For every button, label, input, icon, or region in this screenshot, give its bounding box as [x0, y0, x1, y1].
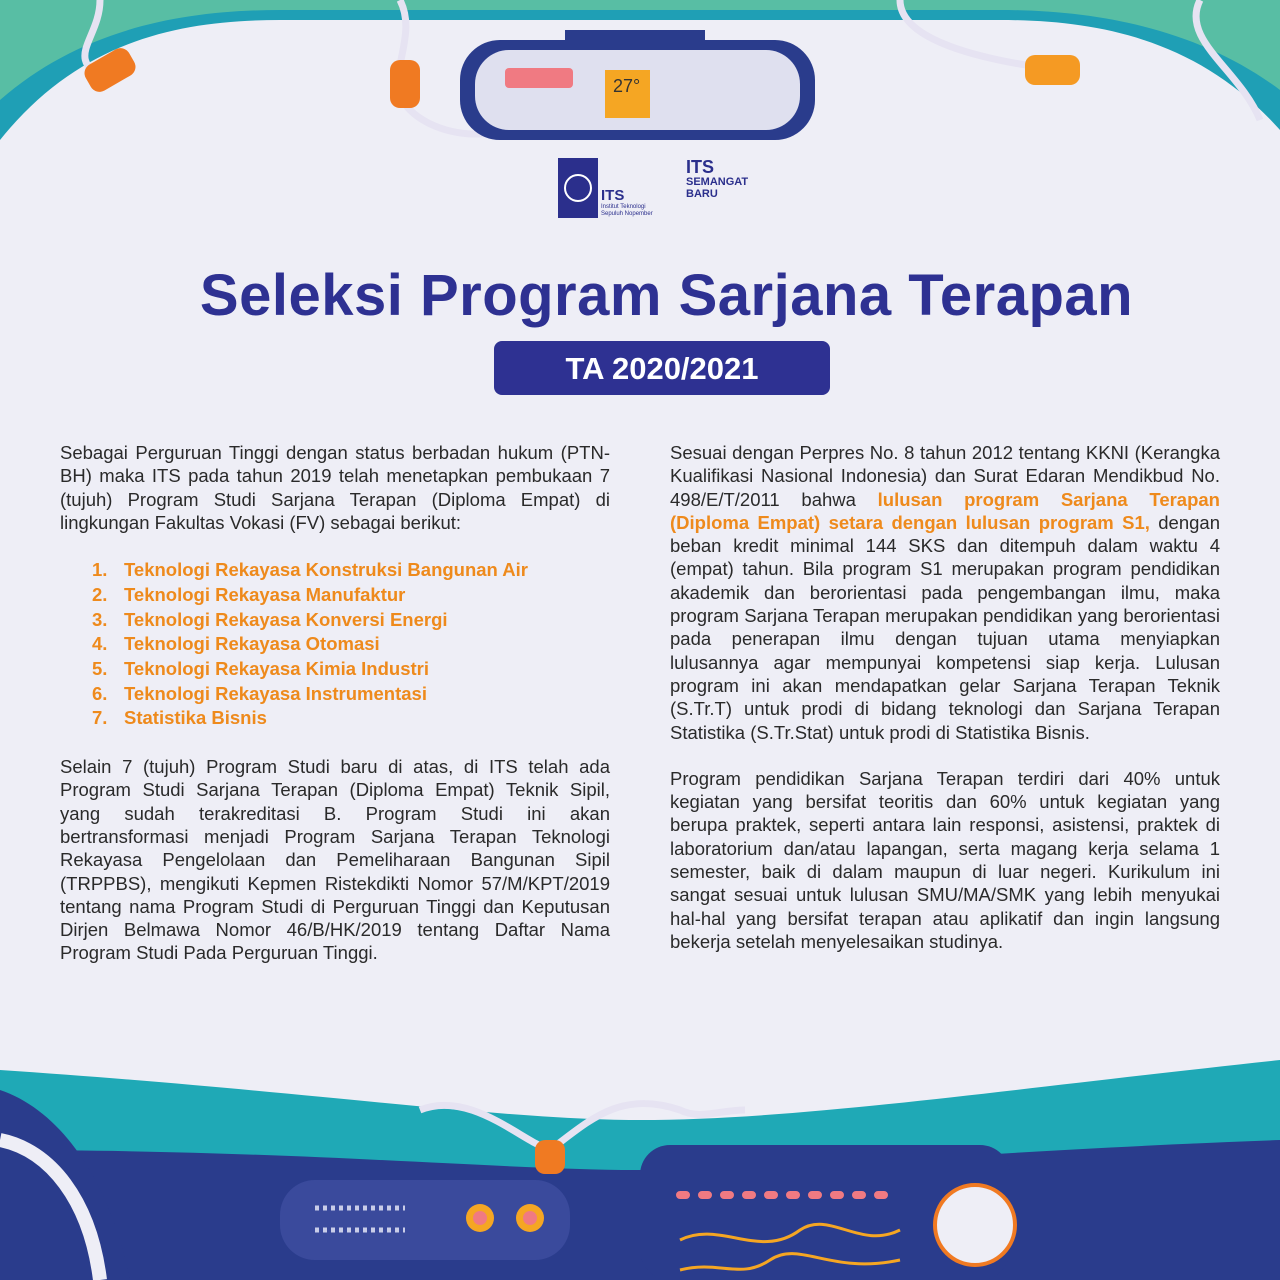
program-item: 5. Teknologi Rekayasa Kimia Industri [92, 658, 429, 679]
its-emblem-icon [558, 158, 598, 218]
kkni-paragraph: Sesuai dengan Perpres No. 8 tahun 2012 tentang KKNI (Kerangka Kualifikasi Nasional Indonesia) dan Surat Edaran Mendikbud No. 498/E/T/2011 bahwa lulusan program Sarjana Terapan (Diploma Empat) setara dengan lulusan program S1, dengan beban kredit minimal 144 SKS dan ditempuh dalam waktu 4 (empat) tahun. Bila program S1 merupakan program pendidikan akademik dan berorientasi pada pengembangan ilmu, maka program Sarjana Terapan merupakan pendidikan yang berorientasi pada penerapan ilmu dengan tujuan utama menyiapkan lulusannya agar mempunyai kompetensi siap kerja. Lulusan program ini akan mendapatkan gelar Sarjana Terapan Teknik (S.Tr.T) untuk prodi di bidang teknologi dan Sarjana Terapan Statistika (S.Tr.Stat) untuk prodi di Statistika Bisnis. [670, 442, 1221, 743]
program-item: 2. Teknologi Rekayasa Manufaktur [92, 583, 406, 605]
its-logo [558, 158, 656, 218]
program-item: 7. Statistika Bisnis [92, 707, 267, 729]
program-item: 1. Teknologi Rekayasa Konstruksi Bangunan Air [92, 559, 529, 581]
outro-paragraph: Selain 7 (tujuh) Program Studi baru di atas, di ITS telah ada Program Studi Sarjana Terapan (Diploma Empat) Teknik Sipil, yang sudah terakreditasi B. Program Studi ini akan bertransformasi menjadi Program Sarjana Terapan Teknologi Rekayasa Pengelolaan dan Pemeliharaan Bangunan Sipil (TRPPBS), mengikuti Kepmen Ristekdikti Nomor 57/M/KPT/2019 tentang nama Program Studi di Perguruan Tinggi dan Keputusan Dirjen Belmawa Nomor 46/B/HK/2019 tentang Daftar Nama Program Studi Pada Perguruan Tinggi. [60, 756, 610, 964]
program-list [92, 558, 610, 731]
car-ceiling-illustration [0, 0, 1280, 150]
highlight-text: lulusan program Sarjana Terapan (Diploma Empat) setara dengan lulusan program S1, [670, 488, 1220, 533]
right-column [670, 441, 1220, 953]
its-logo-subtitle: Institut Teknologi Sepuluh Nopember [601, 204, 653, 217]
program-item: 3. Teknologi Rekayasa Konversi Energi [92, 608, 448, 630]
semangat-baru-logo [686, 158, 748, 200]
its-logo-name: ITS [601, 187, 625, 204]
car-dashboard-illustration [0, 1030, 1280, 1280]
logo-line3: BARU [686, 188, 718, 200]
logo-bar [558, 158, 748, 218]
intro-paragraph: Sebagai Perguruan Tinggi dengan status berbadan hukum (PTN-BH) maka ITS pada tahun 2019 telah menetapkan pembukaan 7 (tujuh) Program Studi Sarjana Terapan (Diploma Empat) di lingkungan Fakultas Vokasi (FV) sebagai berikut: [60, 442, 610, 533]
program-item: 6. Teknologi Rekayasa Instrumentasi [92, 682, 427, 704]
left-column [60, 441, 610, 965]
logo-line1: ITS [686, 157, 715, 177]
page-title: Seleksi Program Sarjana Terapan [199, 263, 1134, 328]
logo-line2: SEMANGAT [686, 176, 749, 188]
academic-year-badge: TA 2020/2021 [494, 341, 830, 395]
program-item: 4. Teknologi Rekayasa Otomasi [92, 633, 380, 655]
temperature-display: 27° [613, 76, 641, 96]
curriculum-paragraph: Program pendidikan Sarjana Terapan terdiri dari 40% untuk kegiatan yang bersifat teoritis dan 60% untuk kegiatan yang berupa praktek, seperti antara lain responsi, asistensi, praktek di laboratorium dan/atau lapangan, serta magang kerja selama 1 semester, baik di dalam maupun di luar negeri. Kurikulum ini sangat sesuai untuk lulusan SMU/MA/SMK yang lebih menyukai hal-hal yang bersifat terapan atau aplikatif dan ingin langsung bekerja setelah menyelesaikan studinya. [670, 767, 1220, 952]
